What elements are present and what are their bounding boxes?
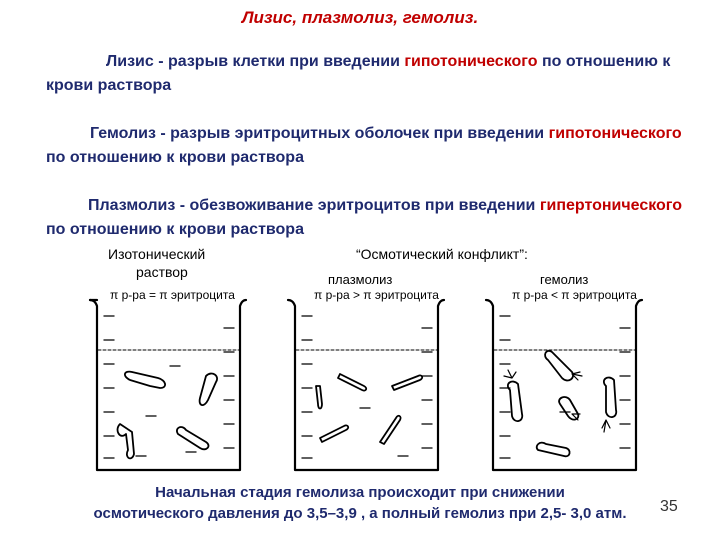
hemolysis-text-before: разрыв эритроцитных оболочек при введении — [170, 125, 549, 142]
term-hemolysis: Гемолиз - — [90, 125, 171, 142]
footer-line1: Начальная стадия гемолиза происходит при снижении — [155, 484, 565, 501]
lysis-text-after: по отношению к крови раствора — [46, 53, 671, 94]
beaker-plasmolysis — [288, 300, 444, 470]
osmotic-conflict-label: “Осмотический конфликт”: — [356, 246, 528, 262]
lysis-text-before: разрыв клетки при введении — [167, 53, 405, 70]
isotonic-label-line1: Изотонический — [108, 246, 206, 262]
term-lysis: Лизис - — [106, 53, 168, 70]
formula-hemolysis: π р-ра < π эритроцита — [512, 288, 637, 302]
hemolysis-highlight: гипотонического — [548, 125, 682, 142]
hemolysis-text-after: по отношению к крови раствора — [46, 149, 304, 166]
lysis-highlight: гипотонического — [404, 53, 538, 70]
page-number: 35 — [660, 498, 678, 515]
footer-note — [0, 482, 720, 524]
footer-line2: осмотического давления до 3,5–3,9 , а полный гемолиз при 2,5- 3,0 атм. — [93, 505, 627, 522]
hemolysis-label: гемолиз — [540, 272, 589, 287]
isotonic-label-line2: раствор — [136, 264, 188, 280]
plasmolysis-highlight: гипертонического — [539, 197, 683, 214]
plasmolysis-label: плазмолиз — [328, 272, 393, 287]
plasmolysis-text-before: обезвоживание эритроцитов при введении — [189, 197, 540, 214]
formula-plasmolysis: π р-ра > π эритроцита — [314, 288, 439, 302]
beaker-isotonic — [90, 300, 246, 470]
term-plasmolysis: Плазмолиз - — [88, 197, 190, 214]
slide-title: Лизис, плазмолиз, гемолиз. — [241, 8, 479, 27]
plasmolysis-text-after: по отношению к крови раствора — [46, 221, 304, 238]
formula-isotonic: π р-ра = π эритроцита — [110, 288, 235, 302]
beaker-hemolysis — [486, 300, 642, 470]
